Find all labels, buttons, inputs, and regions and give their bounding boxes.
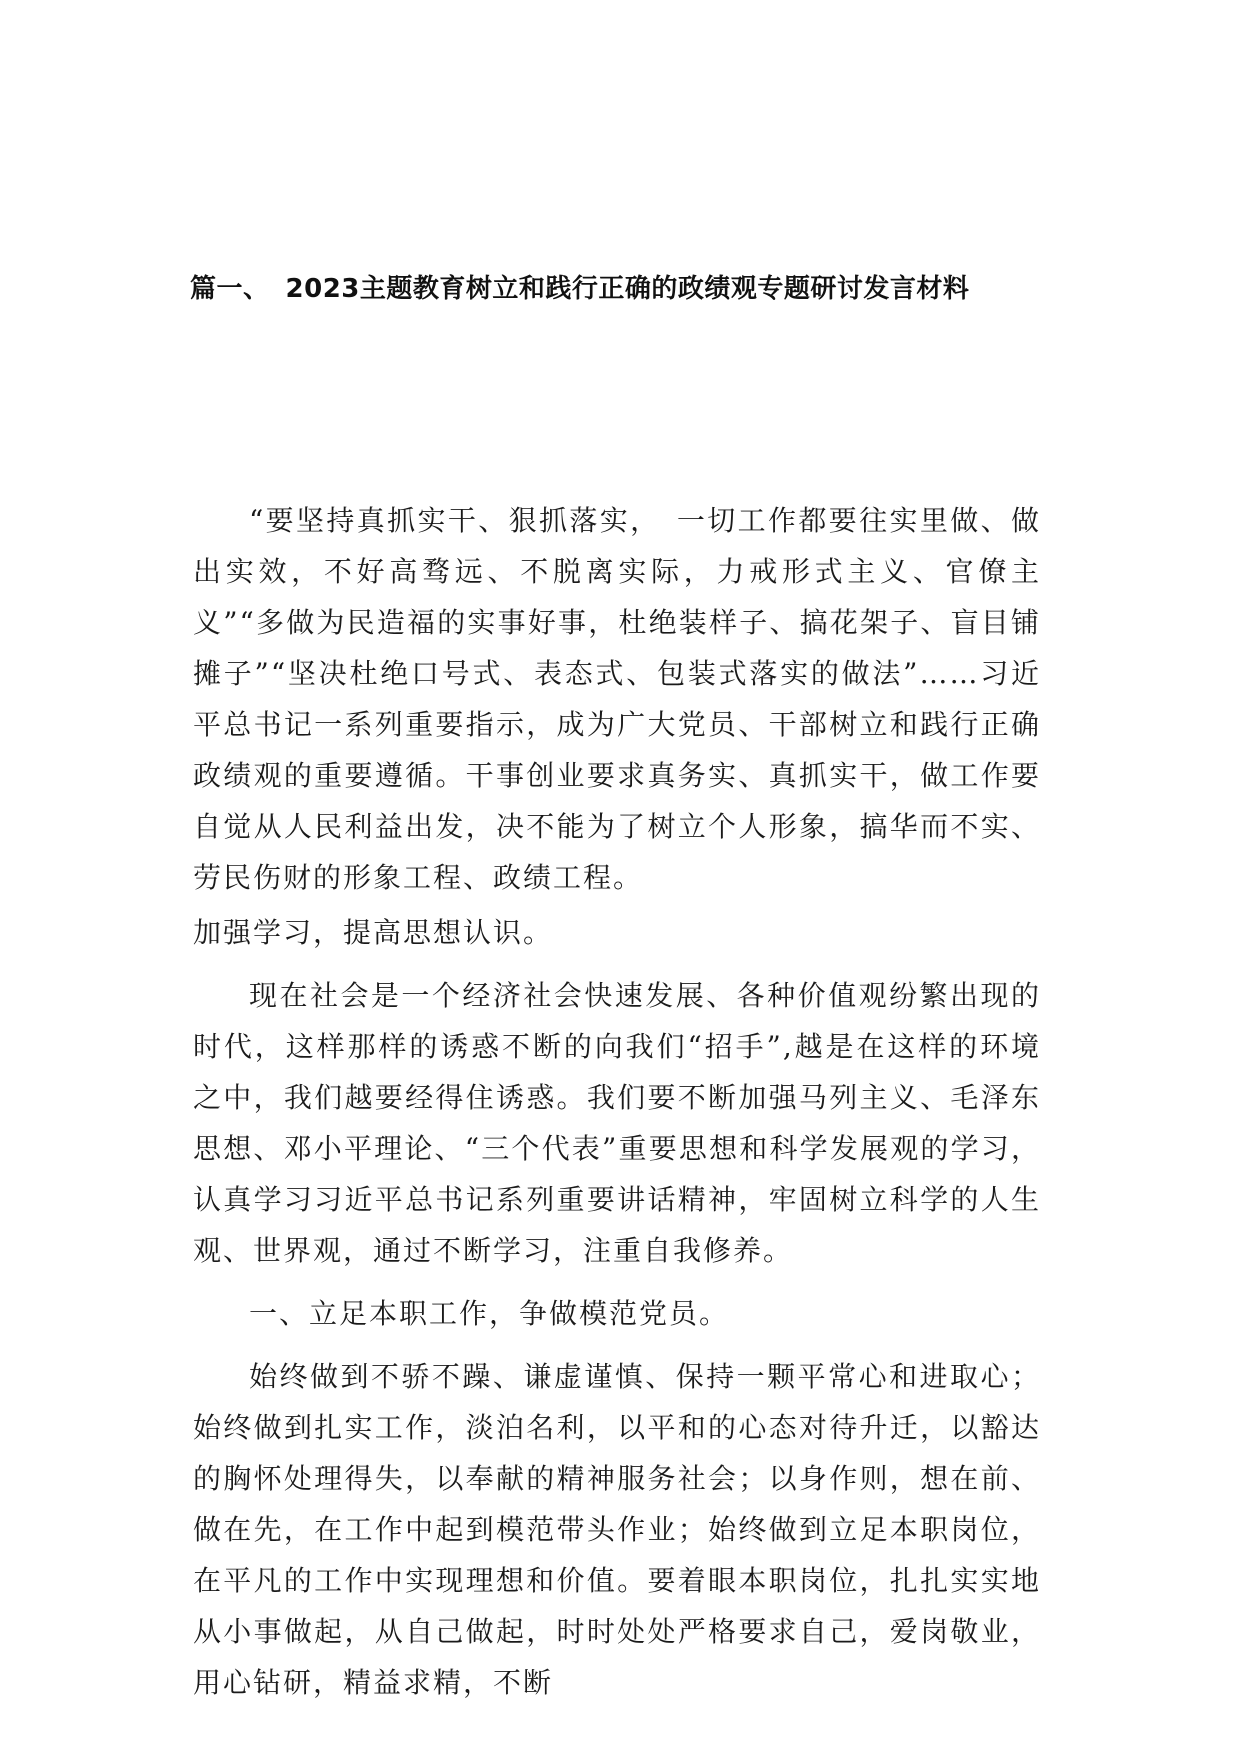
document-title	[190, 268, 1090, 305]
title-text: 2023主题教育树立和践行正确的政绩观专题研讨发言材料	[285, 274, 970, 304]
title-prefix: 篇一、	[190, 274, 270, 304]
paragraph-heading-duty: 一、立足本职工作，争做模范党员。	[249, 1297, 730, 1330]
document-body	[193, 495, 1041, 1708]
paragraph-study: 现在社会是一个经济社会快速发展、各种价值观纷繁出现的时代，这样那样的诱惑不断的向我们“招手”,越是在这样的环境之中，我们越要经得住诱惑。我们要不断加强马列主义、毛泽东思想、邓小平理论、“三个代表”重要思想和科学发展观的学习，认真学习习近平总书记系列重要讲话精神，牢固树立科学的人生观、世界观，通过不断学习，注重自我修养。	[193, 979, 1041, 1267]
paragraph-intro: “要坚持真抓实干、狠抓落实， 一切工作都要往实里做、做出实效，不好高骛远、不脱离实际，力戒形式主义、官僚主义”“多做为民造福的实事好事，杜绝装样子、搞花架子、盲目铺摊子”“坚决杜绝口号式、表态式、包装式落实的做法”……习近平总书记一系列重要指示，成为广大党员、干部树立和践行正确政绩观的重要遵循。干事创业要求真务实、真抓实干，做工作要自觉从人民利益出发，决不能为了树立个人形象，搞华而不实、劳民伤财的形象工程、政绩工程。	[193, 504, 1041, 894]
paragraph-heading-study: 加强学习，提高思想认识。	[193, 916, 554, 949]
paragraph-duty: 始终做到不骄不躁、谦虚谨慎、保持一颗平常心和进取心；始终做到扎实工作，淡泊名利，以平和的心态对待升迁，以豁达的胸怀处理得失，以奉献的精神服务社会；以身作则，想在前、做在先，在工作中起到模范带头作业；始终做到立足本职岗位，在平凡的工作中实现理想和价值。要着眼本职岗位，扎扎实实地从小事做起，从自己做起，时时处处严格要求自己，爱岗敬业，用心钻研，精益求精，不断	[193, 1360, 1041, 1699]
